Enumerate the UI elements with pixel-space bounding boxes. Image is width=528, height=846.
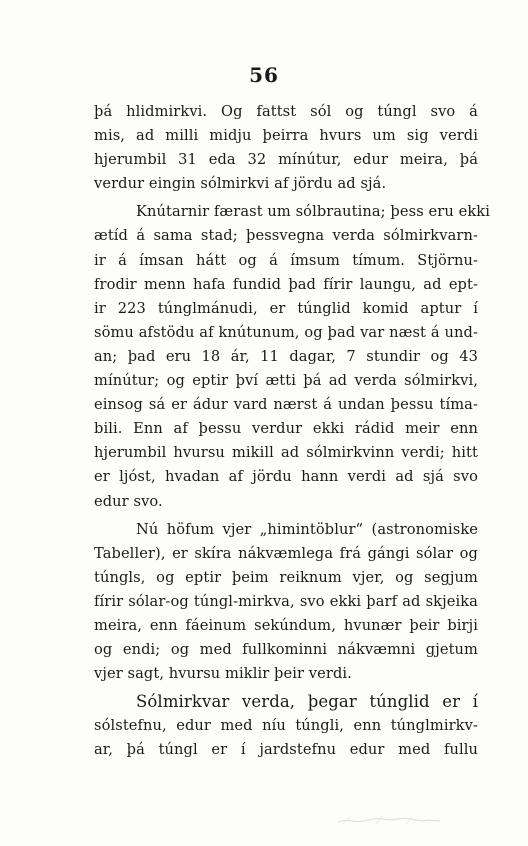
text-line: meira, enn fáeinum sekúndum, hvunær þeir birji: [94, 616, 478, 634]
text-line: ætíd á sama stad; þessvegna verda sólmirkvarn-: [94, 227, 478, 245]
text-line: hjerumbil 31 eda 32 mínútur, edur meira, þá: [94, 151, 478, 169]
text-line: an; þad eru 18 ár, 11 dagar, 7 stundir og 43: [94, 347, 478, 365]
text-line: edur svo.: [94, 492, 163, 510]
text-line: hjerumbil hvursu mikill ad sólmirkvinn verdi; hitt: [94, 444, 478, 462]
paragraph: [94, 690, 478, 762]
text-line: fírir sólar-og túngl-mirkva, svo ekki þarf ad skjeika: [94, 592, 478, 610]
paragraph: [94, 100, 478, 196]
text-line: vjer sagt, hvursu miklir þeir verdi.: [94, 665, 352, 683]
text-line: mínútur; og eptir því ætti þá ad verda sólmirkvi,: [94, 372, 478, 390]
text-line: mis, ad milli midju þeirra hvurs um sig verdi: [94, 127, 478, 145]
text-line: þá hlidmirkvi. Og fattst sól og túngl svo á: [94, 103, 478, 120]
text-line: verdur eingin sólmirkvi af jördu ad sjá.: [94, 175, 387, 193]
text-line: ir 223 túnglmánudi, er túnglid komid aptur í: [94, 299, 478, 317]
text-line: túngls, og eptir þeim reiknum vjer, og segjum: [94, 568, 478, 586]
body-text: [94, 100, 490, 763]
text-line: og endi; og med fullkominni nákvæmni gjetum: [94, 641, 478, 659]
text-line: ir á ímsan hátt og á ímsum tímum. Stjörnu-: [94, 251, 478, 269]
text-line: sólstefnu, edur med níu túngli, enn túnglmirkv-: [94, 717, 478, 735]
paragraph: [94, 518, 478, 687]
library-stamp: [336, 812, 444, 828]
text-line: er ljóst, hvadan af jördu hann verdi ad sjá svo: [94, 468, 478, 486]
text-line: frodir menn hafa fundid þad fírir laungu, ad ept-: [94, 275, 478, 293]
text-line: bili. Enn af þessu verdur ekki rádid meir enn: [94, 420, 478, 438]
text-line: sömu afstödu af knútunum, og þad var næst á und-: [94, 323, 478, 341]
text-line: einsog sá er ádur vard nærst á undan þessu tíma-: [94, 396, 478, 414]
paragraph: [94, 200, 490, 513]
text-line: Knútarnir færast um sólbrautina; þess eru ekki: [136, 203, 490, 221]
page-number: 56: [249, 63, 279, 87]
text-line: Sólmirkvar verda, þegar túnglid er í: [136, 692, 478, 712]
text-line: Tabeller), er skíra nákvæmlega frá gángi sólar og: [94, 544, 478, 562]
text-line: ar, þá túngl er í jardstefnu edur med fullu: [94, 741, 478, 759]
text-line: Nú höfum vjer „himintöblur“ (astronomiske: [136, 520, 478, 538]
